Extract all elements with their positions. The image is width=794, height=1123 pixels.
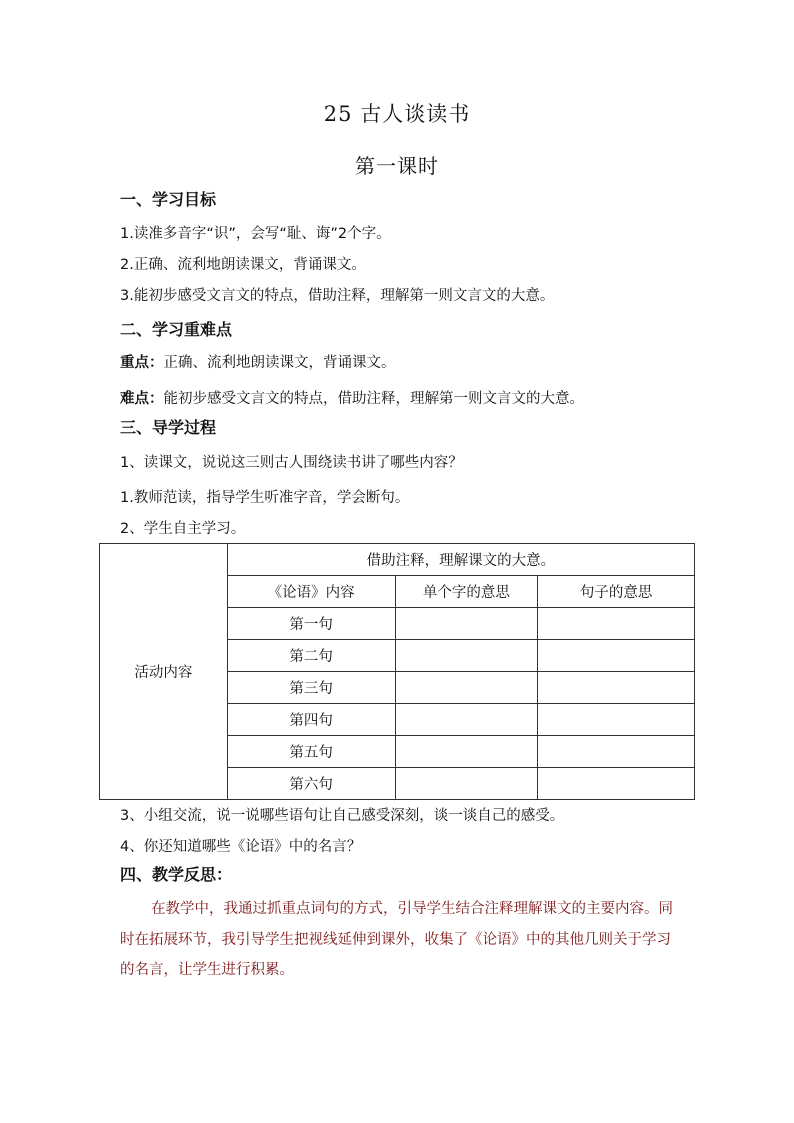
difficulty-text: 能初步感受文言文的特点，借助注释，理解第一则文言文的大意。 [163,391,584,407]
key-point-line [120,351,396,372]
blank-cell [395,640,538,672]
goal-item-3: 3.能初步感受文言文的特点，借助注释，理解第一则文言文的大意。 [120,288,555,304]
column-header: 句子的意思 [538,576,695,608]
lesson-title: 25 古人谈读书 [323,102,471,126]
blank-cell [395,768,538,800]
row-label: 第一句 [227,608,395,640]
process-step-3: 3、小组交流，说一说哪些语句让自己感受深刻，谈一谈自己的感受。 [120,808,565,824]
table-top-header: 借助注释，理解课文的大意。 [227,544,694,576]
section-heading-process: 三、导学过程 [120,418,217,437]
blank-cell [538,704,695,736]
blank-cell [538,768,695,800]
key-point-label: 重点： [120,355,164,371]
process-step-1-1: 1.教师范读，指导学生听准字音，学会断句。 [120,490,410,506]
blank-cell [395,704,538,736]
blank-cell [395,608,538,640]
process-step-1: 1、读课文，说说这三则古人围绕读书讲了哪些内容？ [120,455,463,471]
activity-table [99,543,695,800]
key-point-text: 正确、流利地朗读课文，背诵课文。 [163,355,396,371]
row-label: 第六句 [227,768,395,800]
row-label: 第二句 [227,640,395,672]
blank-cell [538,608,695,640]
blank-cell [538,736,695,768]
reflection-paragraph [120,894,680,986]
row-label: 第四句 [227,704,395,736]
section-heading-goals: 一、学习目标 [120,190,217,209]
blank-cell [538,672,695,704]
activity-label-cell: 活动内容 [100,544,228,800]
lesson-subtitle: 第一课时 [355,154,439,178]
row-label: 第三句 [227,672,395,704]
process-step-4: 4、你还知道哪些《论语》中的名言？ [120,839,362,855]
section-heading-key-points: 二、学习重难点 [120,320,233,339]
difficulty-line [120,387,584,408]
blank-cell [538,640,695,672]
goal-item-1: 1.读准多音字“识”，会写“耻、诲”2个字。 [120,226,391,242]
column-header: 单个字的意思 [395,576,538,608]
reflection-text: 在教学中，我通过抓重点词句的方式，引导学生结合注释理解课文的主要内容。同时在拓展环节，我引导学生把视线延伸到课外，收集了《论语》中的其他几则关于学习的名言，让学生进行积累。 [120,901,673,978]
process-step-2: 2、学生自主学习。 [120,521,246,537]
blank-cell [395,736,538,768]
section-heading-reflection: 四、教学反思： [120,865,233,884]
column-header: 《论语》内容 [227,576,395,608]
goal-item-2: 2.正确、流利地朗读课文，背诵课文。 [120,257,366,273]
difficulty-label: 难点： [120,391,164,407]
blank-cell [395,672,538,704]
row-label: 第五句 [227,736,395,768]
